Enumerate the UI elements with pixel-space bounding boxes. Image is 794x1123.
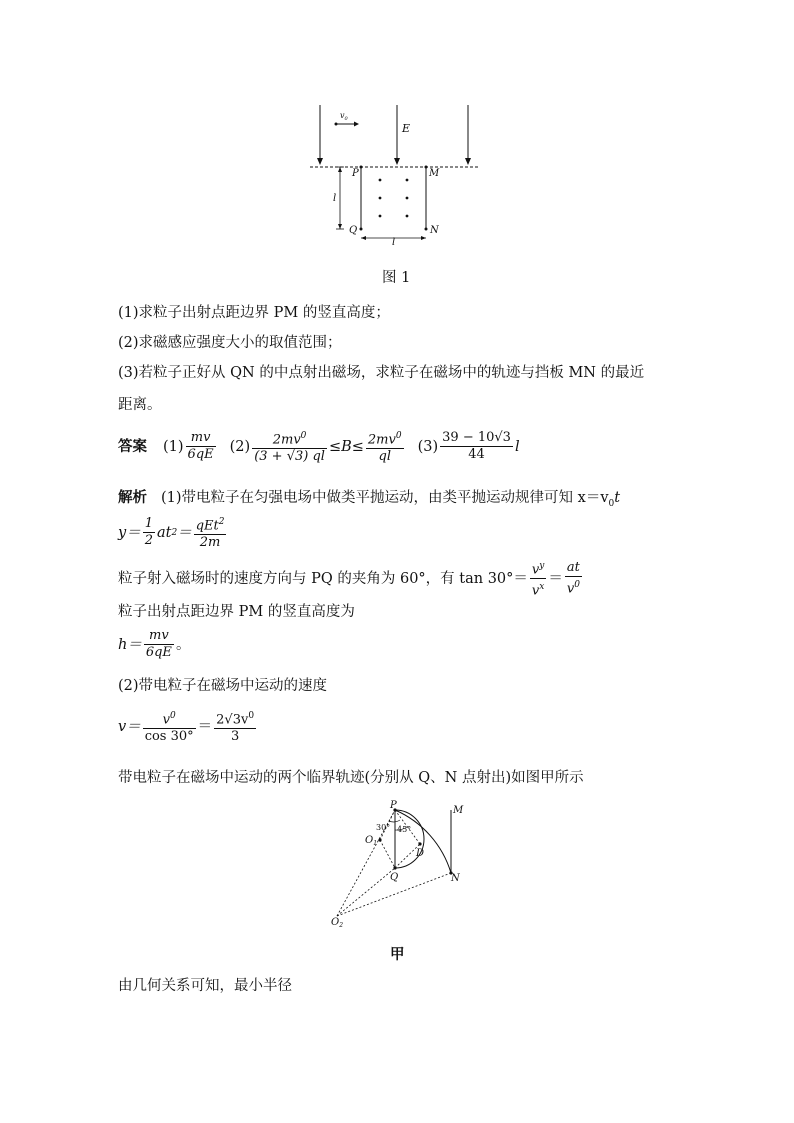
solution-h-equation: h＝ $\frac{mv}{6qE}$ 。 — [118, 628, 191, 660]
l-side-label: l — [333, 193, 337, 204]
fig2-45-label: 45° — [397, 825, 412, 834]
figure-2 — [325, 798, 475, 930]
figure-1-caption: 图 1 — [382, 270, 411, 286]
solution-trajectory-text: 带电粒子在磁场中运动的两个临界轨迹(分别从 Q、N 点射出)如图甲所示 — [118, 770, 584, 786]
solution-intro: 解析 (1)带电粒子在匀强电场中做类平抛运动，由类平抛运动规律可知 $x=v_0t$ — [118, 489, 621, 509]
figure-1 — [300, 100, 500, 245]
solution-y-equation: y＝ $\frac{1}{2}$ at 2 ＝ $\frac{qEt^2}{2m}$ — [118, 514, 228, 551]
l-bottom-label: l — [392, 237, 396, 245]
fig2-M-label: M — [453, 805, 464, 816]
fig2-30-label: 30° — [376, 823, 391, 832]
fig2-P-label: P — [390, 800, 397, 811]
figure-2-caption: 甲 — [390, 946, 405, 963]
M-label: M — [429, 168, 440, 179]
v0-label: $v_0$ — [340, 111, 348, 122]
question-2: (2)求磁感应强度大小的取值范围； — [118, 335, 342, 351]
solution-part-2-intro: (2)带电粒子在磁场中运动的速度 — [118, 678, 328, 694]
answer-label: 答案 — [118, 437, 147, 455]
solution-label: 解析 — [118, 489, 147, 506]
question-3-line-2: 距离。 — [118, 397, 162, 413]
solution-height-text: 粒子出射点距边界 PM 的竖直高度为 — [118, 604, 355, 620]
answer-1-fraction: $\frac{mv}{6qE}$ — [187, 430, 214, 463]
Q-label: Q — [349, 225, 358, 236]
answer-3-fraction: $\frac{39 - 10√3}{44}$ — [442, 430, 511, 463]
answer-2-right-fraction: $\frac{2mv^0}{ql}$ — [366, 428, 404, 465]
fig2-O1-label: $O_1$ — [365, 835, 378, 847]
question-1: (1)求粒子出射点距边界 PM 的竖直高度； — [118, 305, 390, 321]
N-label: N — [430, 225, 439, 236]
E-label: E — [402, 122, 411, 135]
solution-angle-line: 粒子射入磁场时的速度方向与 PQ 的夹角为 60°，有 tan 30°＝ $\frac{v^y}{v^x}$ ＝ $\frac{at}{v^0}$ — [118, 558, 584, 600]
fig2-D-label: D — [416, 848, 425, 859]
fig2-N-label: N — [451, 873, 460, 884]
answer-line: 答案 (1) $\frac{mv}{6qE}$ (2) $\frac{2mv^0}{(3 + √3) ql}$ ≤B≤ $\frac{2mv^0}{ql}$ (3) $\frac{39 - 10√3}{44}$ l — [118, 428, 520, 465]
P-label: P — [352, 168, 359, 179]
solution-v-equation: v＝ $\frac{v^0}{\cos 30^\circ}$ ＝ $\frac{2√3v^0}{3}$ — [118, 708, 258, 745]
answer-2-left-fraction: $\frac{2mv^0}{(3 + √3) ql}$ — [252, 428, 327, 465]
fig2-Q-label: Q — [390, 872, 399, 883]
fig2-O2-label: $O_2$ — [331, 917, 344, 929]
solution-geometry-text: 由几何关系可知，最小半径 — [118, 978, 292, 994]
question-3-line-1: (3)若粒子正好从 QN 的中点射出磁场，求粒子在磁场中的轨迹与挡板 MN 的最近 — [118, 365, 645, 381]
